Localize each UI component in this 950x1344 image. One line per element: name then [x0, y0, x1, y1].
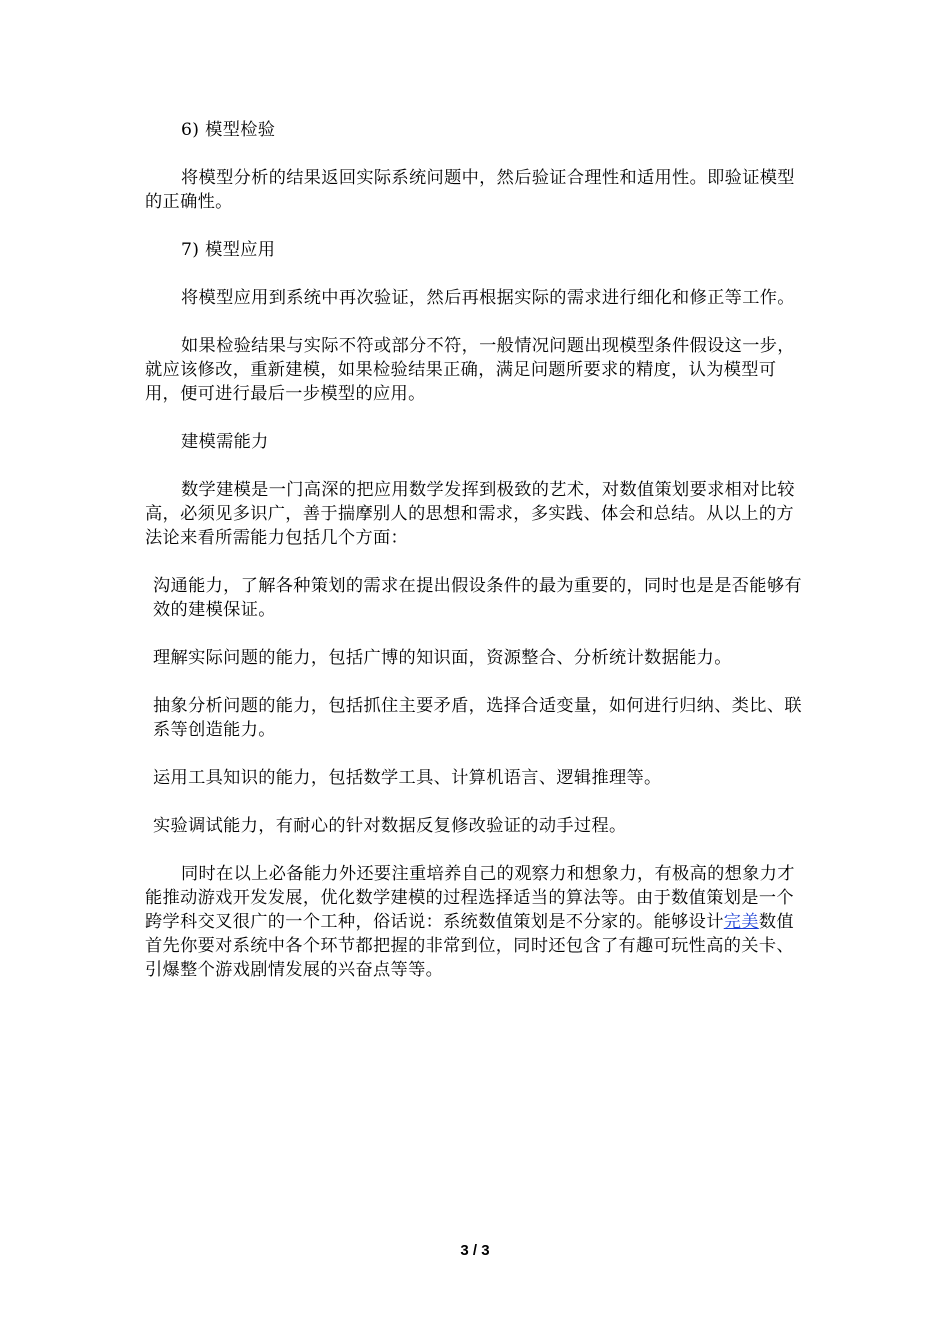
section-heading-model-check: 6) 模型检验: [181, 120, 276, 140]
conclusion-text-start: 同时在以上必备能力外还要注重培养自己的观察力和想象力，有极高的想象力才能推动游戏开发发展，优化数学建模的过程选择适当的算法等。由于数值策划是一个跨学科交叉很广的一个工种，俗话说：系统数值策划是不分家的。能够设计: [145, 864, 795, 932]
paragraph-abilities-intro: 数学建模是一门高深的把应用数学发挥到极致的艺术，对数值策划要求相对比较高，必须见多识广，善于揣摩别人的思想和需求，多实践、体会和总结。从以上的方法论来看所需能力包括几个方面：: [145, 480, 795, 548]
link-wanmei[interactable]: 完美: [723, 912, 759, 932]
ability-experiment: 实验调试能力，有耐心的针对数据反复修改验证的动手过程。: [153, 816, 627, 836]
paragraph-model-application: 将模型应用到系统中再次验证，然后再根据实际的需求进行细化和修正等工作。: [181, 288, 795, 308]
paragraph-conclusion: [145, 862, 807, 982]
ability-tools: 运用工具知识的能力，包括数学工具、计算机语言、逻辑推理等。: [153, 768, 662, 788]
document-body: [145, 118, 807, 1006]
section-heading-required-abilities: 建模需能力: [181, 432, 269, 452]
ability-communication: 沟通能力，了解各种策划的需求在提出假设条件的最为重要的，同时也是是否能够有效的建模保证。: [153, 576, 802, 620]
ability-abstraction: 抽象分析问题的能力，包括抓住主要矛盾，选择合适变量，如何进行归纳、类比、联系等创造能力。: [153, 696, 802, 740]
section-heading-model-application: 7) 模型应用: [181, 240, 276, 260]
conclusion-text-end: 数值首先你要对系统中各个环节都把握的非常到位，同时还包含了有趣可玩性高的关卡、引爆整个游戏剧情发展的兴奋点等等。: [145, 912, 794, 980]
paragraph-model-check: 将模型分析的结果返回实际系统问题中，然后验证合理性和适用性。即验证模型的正确性。: [145, 168, 795, 212]
ability-understanding: 理解实际问题的能力，包括广博的知识面，资源整合、分析统计数据能力。: [153, 648, 732, 668]
page-number: 3 / 3: [460, 1242, 490, 1259]
paragraph-check-result: 如果检验结果与实际不符或部分不符，一般情况问题出现模型条件假设这一步，就应该修改，重新建模，如果检验结果正确，满足问题所要求的精度，认为模型可用，便可进行最后一步模型的应用。: [145, 336, 795, 404]
